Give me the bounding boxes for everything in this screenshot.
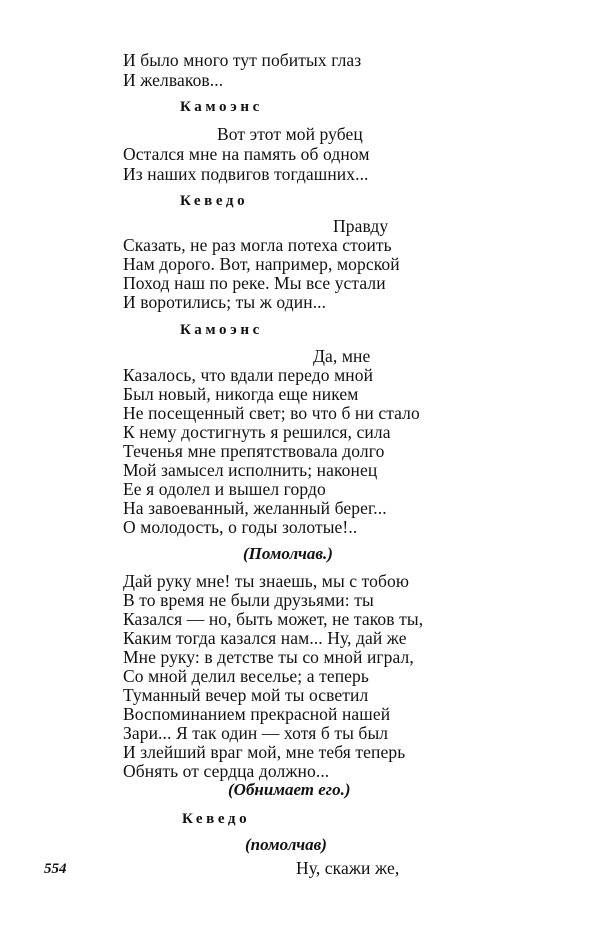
- stage-direction: (Обнимает его.): [228, 780, 351, 799]
- verse-line: Вот этот мой рубец: [217, 124, 363, 144]
- verse-line: Туманный вечер мой ты осветил: [123, 685, 369, 705]
- verse-line: Обнять от сердца должно...: [123, 761, 330, 781]
- verse-line: И было много тут побитых глаз: [123, 50, 362, 70]
- verse-line: Дай руку мне! ты знаешь, мы с тобою: [123, 571, 410, 591]
- verse-line: Ее я одолел и вышел гордо: [123, 479, 326, 499]
- verse-line: Да, мне: [313, 346, 371, 366]
- verse-line: Теченья мне препятствовала долго: [123, 441, 385, 461]
- speaker-name: Кеведо: [180, 193, 249, 209]
- stage-direction: (помолчав): [245, 835, 327, 854]
- verse-line: На завоеванный, желанный берег...: [123, 498, 387, 518]
- verse-line: Мой замысел исполнить; наконец: [123, 460, 378, 480]
- verse-line: Ну, скажи же,: [296, 858, 400, 878]
- verse-line: Казалось, что вдали передо мной: [123, 365, 374, 385]
- verse-line: И воротились; ты ж один...: [123, 292, 327, 312]
- verse-line: Воспоминанием прекрасной нашей: [123, 704, 391, 724]
- verse-line: Казался — но, быть может, не таков ты,: [123, 609, 424, 629]
- verse-line: В то время не были друзьями: ты: [123, 590, 374, 610]
- verse-line: Мне руку: в детстве ты со мной играл,: [123, 647, 414, 667]
- verse-line: Зари... Я так один — хотя б ты был: [123, 723, 389, 743]
- stage-direction: (Помолчав.): [243, 544, 333, 563]
- verse-line: О молодость, о годы золотые!..: [123, 517, 358, 537]
- speaker-name: Кеведо: [182, 811, 251, 827]
- verse-line: Остался мне на память об одном: [123, 144, 370, 164]
- verse-line: Со мной делил веселье; а теперь: [123, 666, 369, 686]
- verse-line: Был новый, никогда еще никем: [123, 384, 359, 404]
- verse-line: Нам дорого. Вот, например, морской: [123, 254, 400, 274]
- verse-line: Поход наш по реке. Мы все устали: [123, 273, 386, 293]
- speaker-name: Камоэнс: [180, 99, 263, 115]
- verse-line: Не посещенный свет; во что б ни стало: [123, 403, 420, 423]
- verse-line: К нему достигнуть я решился, сила: [123, 422, 391, 442]
- verse-line: Правду: [333, 216, 389, 236]
- verse-line: Из наших подвигов тогдашних...: [123, 164, 369, 184]
- speaker-name: Камоэнс: [180, 322, 263, 338]
- verse-line: Каким тогда казался нам... Ну, дай же: [123, 628, 407, 648]
- verse-line: И злейший враг мой, мне тебя теперь: [123, 742, 406, 762]
- verse-line: И желваков...: [123, 70, 224, 90]
- verse-line: Сказать, не раз могла потеха стоить: [123, 235, 392, 255]
- page-number: 554: [44, 861, 67, 877]
